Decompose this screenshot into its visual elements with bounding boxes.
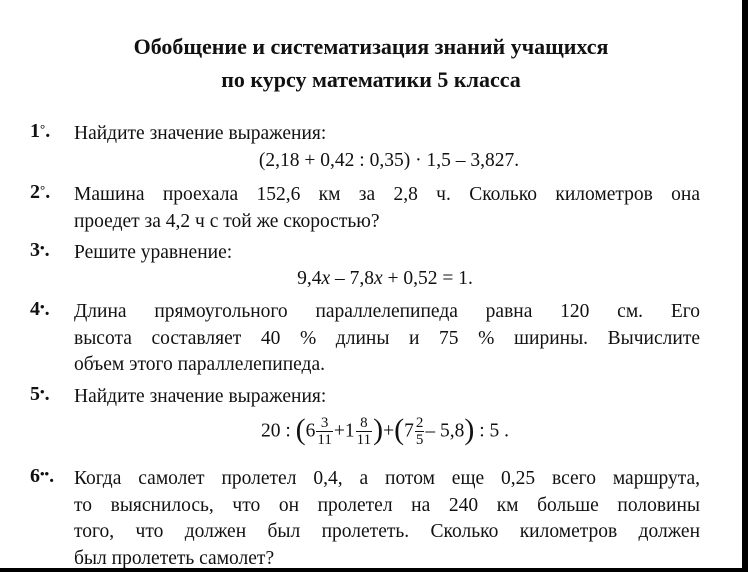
task-5-text: Найдите значение выражения:: [74, 386, 327, 407]
task-4-number: 4•.: [30, 298, 50, 320]
task-5-formula: 20 : (6 $\frac{3}{11}$ +1 $\frac{8}{11}$ )+(7 $\frac{2}{5}$ – 5,8) : 5 .: [261, 412, 509, 449]
task-2-line-2: проедет за 4,2 ч с той же скоростью?: [74, 210, 380, 232]
task-4-line-3: объем этого параллелепипеда.: [74, 354, 325, 375]
task-1-text: Найдите значение выражения:: [74, 123, 327, 144]
task-3-number: 3•.: [30, 239, 50, 261]
task-6-number: 6••.: [30, 465, 55, 487]
task-1-formula: (2,18 + 0,42 : 0,35) · 1,5 – 3,827.: [258, 150, 520, 171]
page-title: Обобщение и систематизация знаний учащихся: [133, 34, 609, 59]
task-6-line-3: того, что должен был пролететь. Сколько километров должен: [74, 521, 700, 542]
task-6-text: [74, 466, 700, 572]
task-4-line-2: высота составляет 40 % длины и 75 % ширины. Вычислите: [74, 327, 700, 349]
task-4-line-1: Длина прямоугольного параллелепипеда равна 120 см. Его: [74, 301, 700, 322]
task-3-formula: 9,4x – 7,8x + 0,52 = 1.: [297, 268, 473, 289]
task-6-line-1: Когда самолет пролетел 0,4, а потом еще 0,25 всего маршрута,: [74, 468, 700, 489]
task-1-number: 1°.: [30, 120, 51, 142]
task-2-line-1: Машина проехала 152,6 км за 2,8 ч. Сколько километров она: [74, 184, 700, 205]
task-4-text: [74, 299, 700, 379]
task-2-text: [74, 182, 700, 235]
page-subtitle: по курсу математики 5 класса: [221, 67, 521, 92]
task-6-line-4: был пролететь самолет?: [74, 547, 275, 569]
task-3-text: Решите уравнение:: [74, 242, 233, 263]
task-5-number: 5•.: [30, 383, 50, 405]
task-6-line-2: то выяснилось, что он пролетел на 240 км больше половины: [74, 494, 700, 516]
task-2-number: 2°.: [30, 181, 51, 203]
